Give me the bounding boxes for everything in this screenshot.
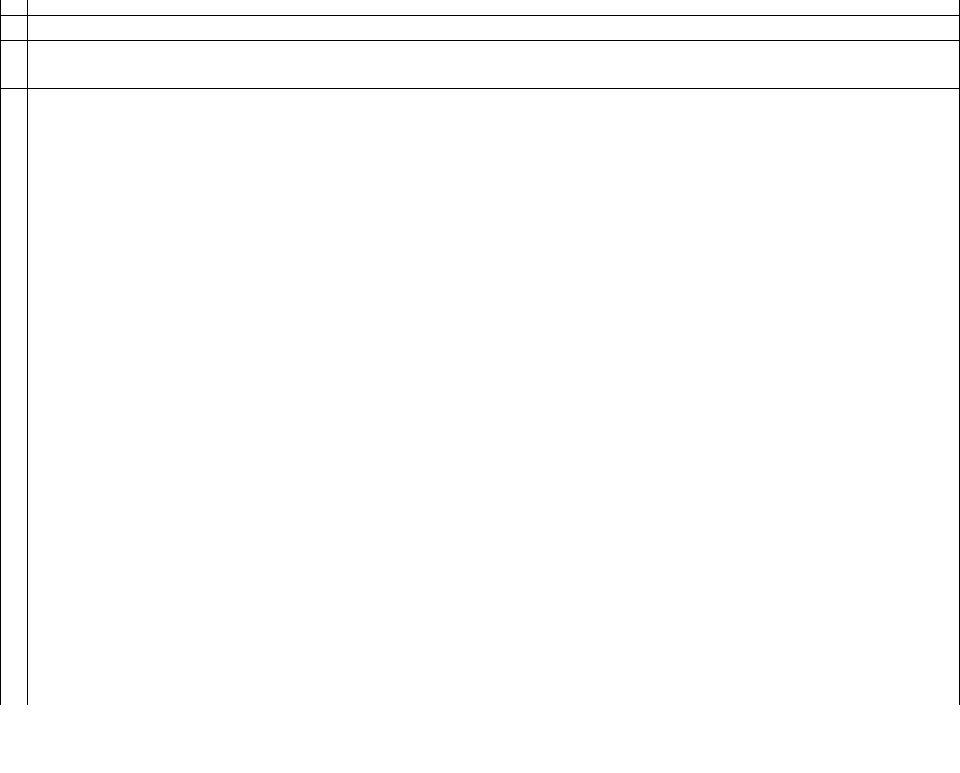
- grid-line: [27, 0, 28, 705]
- header-row-2: [0, 16, 960, 41]
- header-row-1: [0, 0, 960, 16]
- header-row-3: [0, 41, 960, 89]
- grid-line: [0, 0, 1, 705]
